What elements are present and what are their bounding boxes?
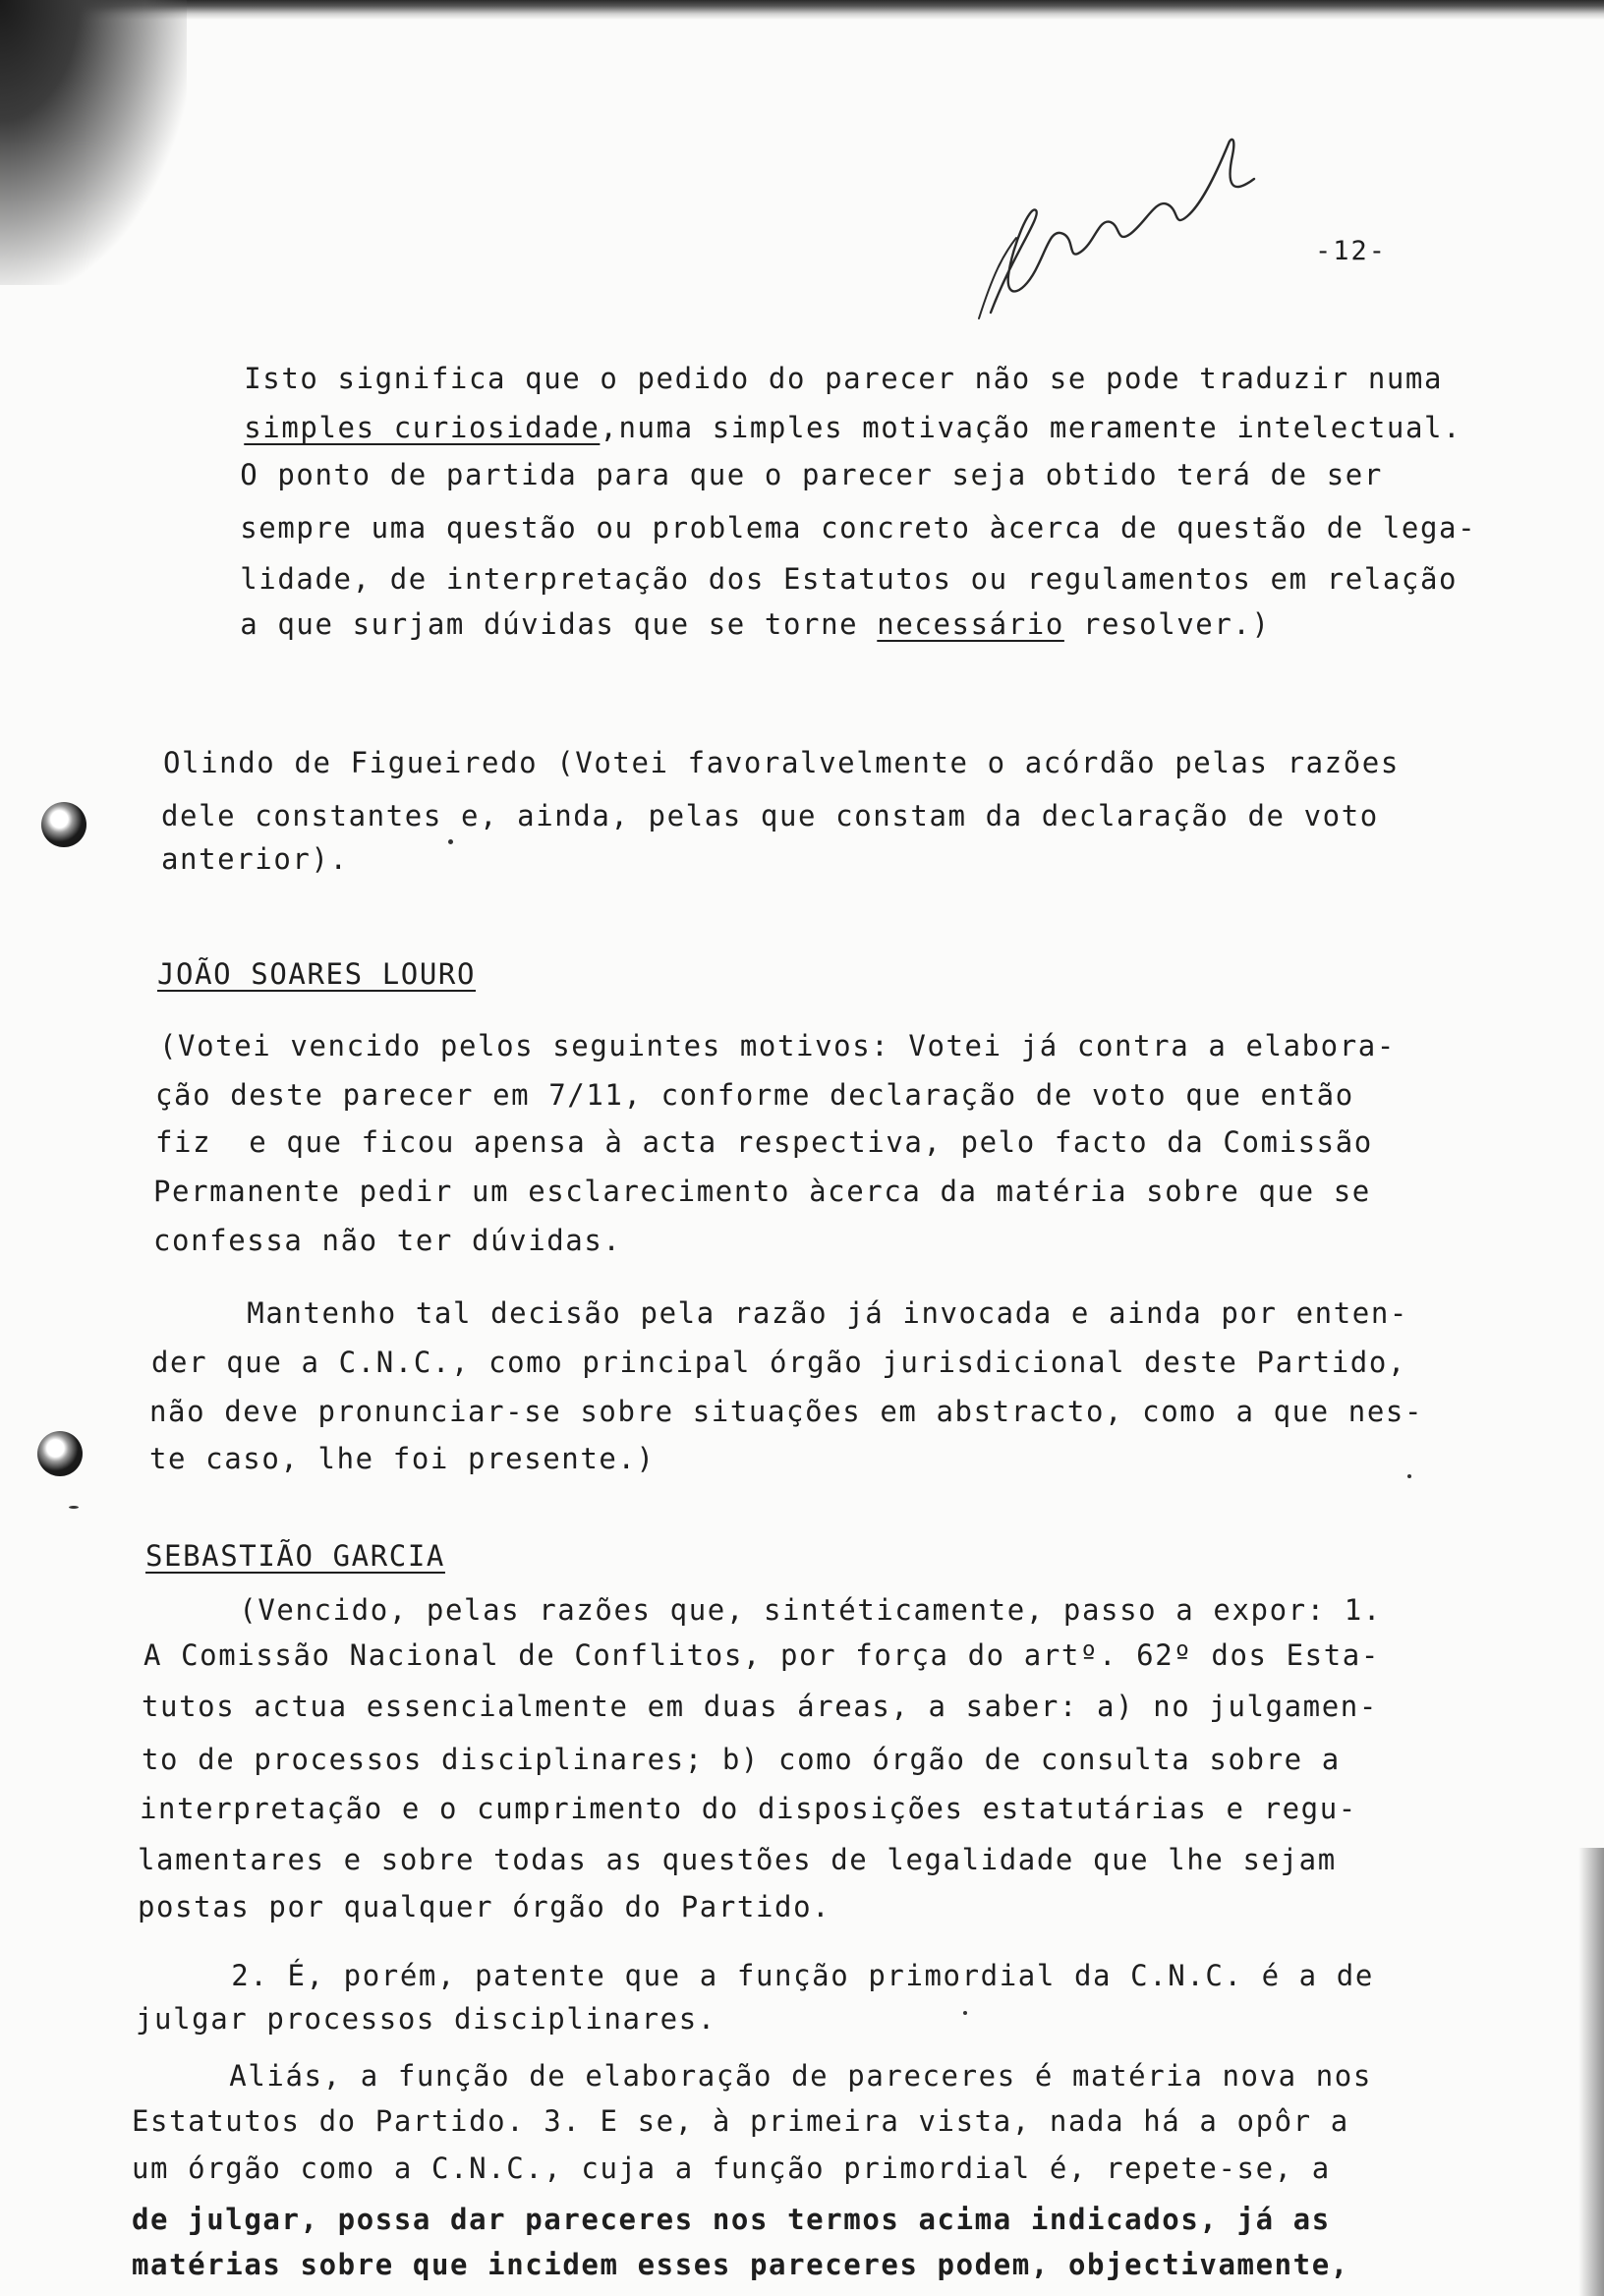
text-line: julgar processos disciplinares. — [136, 2002, 716, 2036]
text-line: postas por qualquer órgão do Partido. — [138, 1890, 831, 1923]
underlined-phrase: simples curiosidade — [244, 411, 601, 444]
scan-speck — [448, 839, 453, 844]
page-number: -12- — [1315, 236, 1388, 266]
text-run: sempre uma questão ou problema concreto àcerca de questão de lega- — [240, 511, 1477, 545]
section-heading: JOÃO SOARES LOURO — [157, 957, 477, 991]
scan-speck — [69, 1506, 79, 1509]
text-line: dele constantes e, ainda, pelas que constam da declaração de voto — [161, 799, 1379, 832]
text-line: não deve pronunciar-se sobre situações em abstracto, como a que nes- — [149, 1395, 1424, 1428]
text-line: lamentares e sobre todas as questões de legalidade que lhe sejam — [138, 1843, 1337, 1876]
text-line: tutos actua essencialmente em duas áreas, a saber: a) no julgamen- — [142, 1690, 1378, 1723]
text-line: matérias sobre que incidem esses pareceres podem, objectivamente, — [132, 2248, 1349, 2281]
text-line: confessa não ter dúvidas. — [153, 1224, 622, 1257]
text-line: (Vencido, pelas razões que, sintéticamente, passo a expor: 1. — [145, 1593, 1382, 1627]
text-run: lidade, de interpretação dos Estatutos ou regulamentos em relação — [240, 562, 1459, 596]
text-line: ção deste parecer em 7/11, conforme declaração de voto que então — [155, 1078, 1354, 1112]
text-line: fiz e que ficou apensa à acta respectiva, pelo facto da Comissão — [155, 1125, 1373, 1159]
text-line: Mantenho tal decisão pela razão já invocada e ainda por enten- — [153, 1296, 1408, 1330]
scan-speck — [1407, 1474, 1411, 1478]
text-line: te caso, lhe foi presente.) — [149, 1442, 656, 1475]
text-line: anterior). — [161, 842, 349, 876]
text-line: de julgar, possa dar pareceres nos termos acima indicados, já as — [132, 2203, 1331, 2236]
text-line: um órgão como a C.N.C., cuja a função primordial é, repete-se, a — [132, 2152, 1331, 2185]
text-line: (Votei vencido pelos seguintes motivos: Votei já contra a elabora- — [159, 1029, 1396, 1062]
text-line: der que a C.N.C., como principal órgão jurisdicional deste Partido, — [151, 1346, 1406, 1379]
text-run: ,numa simples motivação meramente intelectual. — [600, 411, 1462, 444]
punch-hole-bottom — [37, 1431, 83, 1476]
underlined-phrase: necessário — [877, 607, 1064, 641]
text-run: O ponto de partida para que o parecer seja obtido terá de ser — [240, 458, 1383, 491]
scan-speck — [963, 2011, 967, 2015]
text-line: A Comissão Nacional de Conflitos, por força do artº. 62º dos Esta- — [143, 1638, 1380, 1672]
scan-folded-corner — [0, 0, 187, 285]
section-heading: SEBASTIÃO GARCIA — [145, 1539, 445, 1573]
scan-top-edge — [0, 0, 1604, 20]
text-line: to de processos disciplinares; b) como órgão de consulta sobre a — [142, 1743, 1341, 1776]
text-line: Permanente pedir um esclarecimento àcerca da matéria sobre que se — [153, 1175, 1371, 1208]
punch-hole-top — [41, 802, 86, 847]
text-line: Estatutos do Partido. 3. E se, à primeira vista, nada há a opôr a — [132, 2104, 1349, 2138]
text-line: interpretação e o cumprimento do disposições estatutárias e regu- — [140, 1792, 1357, 1825]
scan-right-edge — [1578, 1848, 1604, 2296]
text-run: a que surjam dúvidas que se torne — [240, 607, 878, 641]
handwritten-signature — [973, 108, 1288, 324]
text-line — [165, 582, 1271, 667]
text-run: Isto significa que o pedido do parecer não se pode traduzir numa — [244, 362, 1444, 395]
text-line: 2. É, porém, patente que a função primordial da C.N.C. é a de — [138, 1959, 1374, 1992]
text-line: Aliás, a função de elaboração de pareceres é matéria nova nos — [136, 2059, 1372, 2093]
text-run: resolver.) — [1063, 607, 1271, 641]
text-line: Olindo de Figueiredo (Votei favoralvelmente o acórdão pelas razões — [163, 746, 1400, 779]
